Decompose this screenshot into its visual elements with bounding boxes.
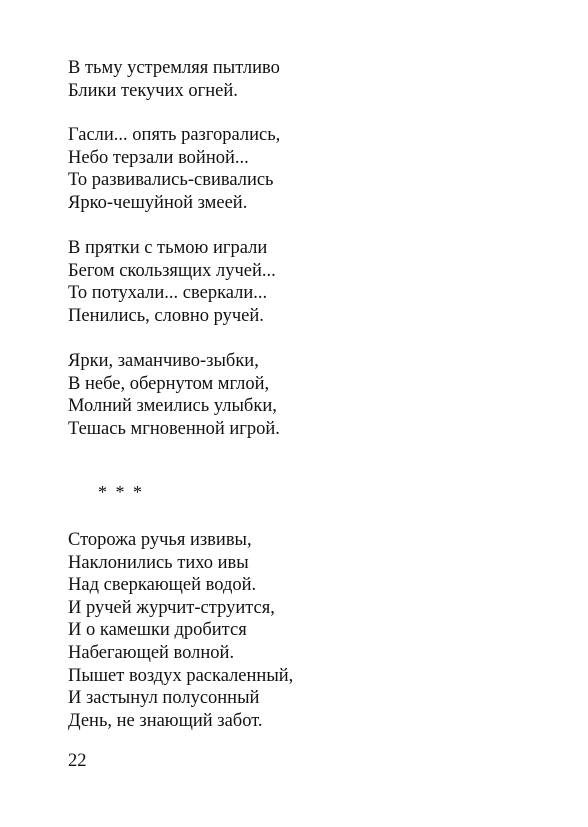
stanza-4 — [68, 350, 280, 440]
poem-line: В прятки с тьмою играли — [68, 238, 268, 258]
stanza-5 — [68, 529, 293, 732]
poem-line: Сторожа ручья извивы, — [68, 530, 252, 550]
poem-line: И ручей журчит-струится, — [68, 597, 275, 618]
poem-line: Ярко-чешуйной змеей. — [68, 192, 248, 213]
poem-line: То потухали... сверкали... — [68, 283, 268, 304]
poem-line: Наклонились тихо ивы — [68, 552, 249, 573]
poem-line: И о камешки дробится — [68, 620, 247, 641]
poem-line: Пышет воздух раскаленный, — [68, 665, 294, 686]
poem-line: В тьму устремляя пытливо — [68, 58, 280, 78]
poem-line: День, не знающий забот. — [68, 710, 263, 731]
poem-line: Пенились, словно ручей. — [68, 305, 264, 326]
poem-line: Над сверкающей водой. — [68, 575, 257, 596]
stanza-2 — [68, 124, 280, 214]
poem-line: То развивались-свивались — [68, 170, 274, 191]
page-number: 22 — [68, 751, 87, 771]
poem-line: Ярки, заманчиво-зыбки, — [68, 351, 259, 371]
stanza-3 — [68, 237, 276, 327]
section-separator: * * * — [98, 482, 144, 502]
poem-line: Небо терзали войной... — [68, 147, 249, 168]
poem-line: Гасли... опять разгорались, — [68, 125, 281, 145]
poem-line: Набегающей волной. — [68, 642, 235, 663]
poem-line: Блики текучих огней. — [68, 80, 238, 101]
stanza-1 — [68, 57, 280, 102]
poem-line: Бегом скользящих лучей... — [68, 260, 276, 281]
poem-line: Тешась мгновенной игрой. — [68, 418, 280, 439]
poem-line: И застынул полусонный — [68, 688, 260, 709]
poem-line: В небе, обернутом мглой, — [68, 373, 270, 394]
poem-line: Молний змеились улыбки, — [68, 396, 277, 417]
